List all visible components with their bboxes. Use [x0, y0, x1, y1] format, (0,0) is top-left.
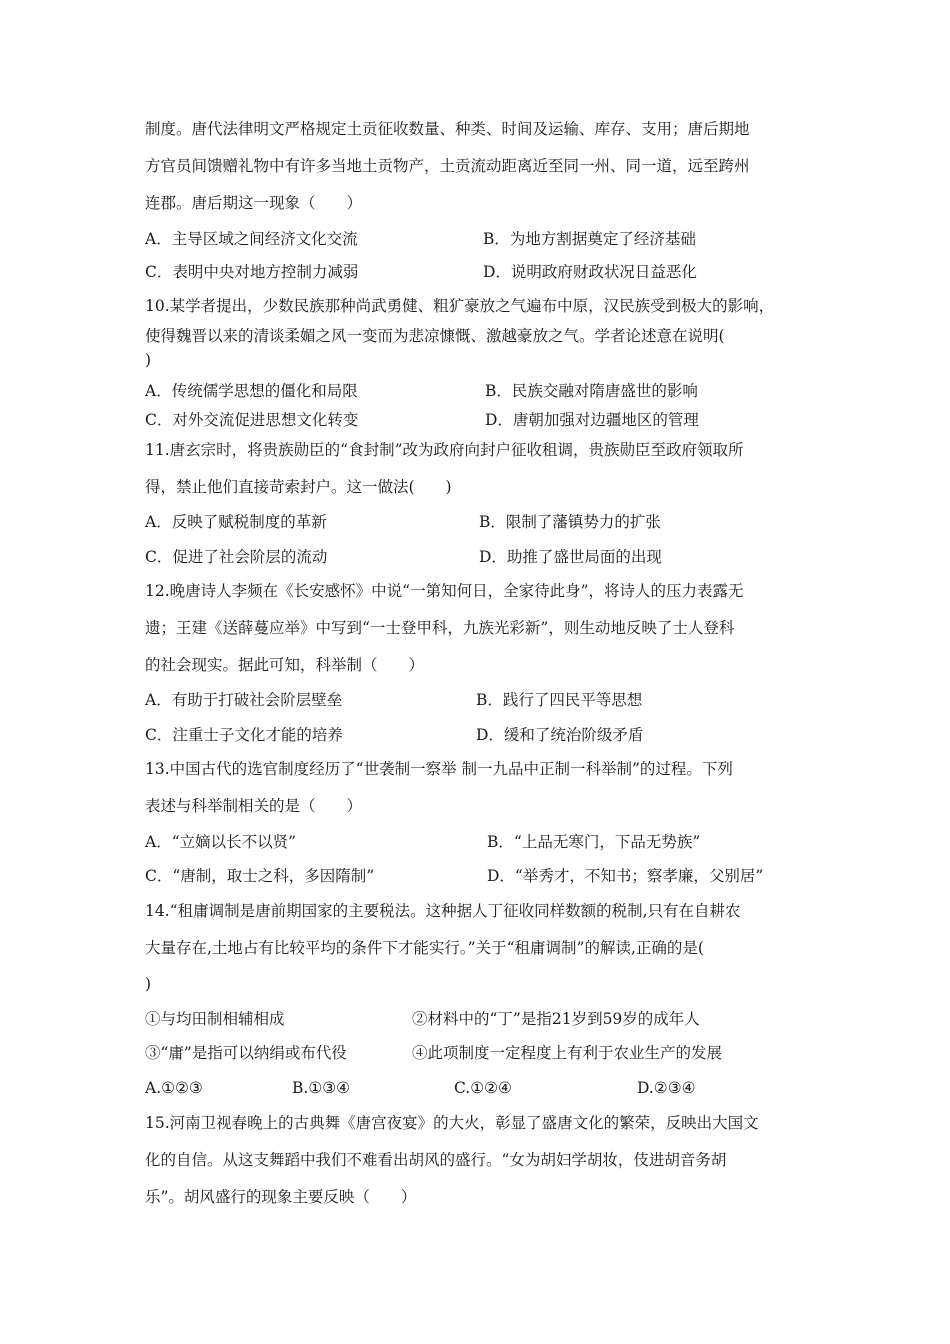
question-14-option-b: B.①③④	[292, 1079, 351, 1097]
question-13-line-2: 表述与科举制相关的是（ ）	[145, 797, 363, 815]
question-12-line-1: 12.晚唐诗人李频在《长安感怀》中说“一第知何日，全家待此身”，将诗人的压力表露无	[145, 582, 744, 600]
question-11-option-c: C．促进了社会阶层的流动	[145, 548, 328, 566]
question-13-line-1: 13.中国古代的选官制度经历了“世袭制一察举 制一九品中正制一科举制”的过程。下列	[145, 760, 733, 778]
question-9-option-a: A．主导区域之间经济文化交流	[145, 230, 358, 248]
question-10-option-b: B．民族交融对隋唐盛世的影响	[485, 382, 698, 400]
question-15-line-1: 15.河南卫视春晚上的古典舞《唐宫夜宴》的大火，彰显了盛唐文化的繁荣，反映出大国文	[145, 1114, 759, 1132]
question-11-option-b: B．限制了藩镇势力的扩张	[479, 513, 661, 531]
question-10-option-d: D．唐朝加强对边疆地区的管理	[485, 411, 699, 429]
question-9-option-c: C．表明中央对地方控制力减弱	[145, 263, 359, 281]
question-11-line-2: 得，禁止他们直接苛索封户。这一做法( )	[145, 478, 452, 496]
question-14-statement-4: ④此项制度一定程度上有利于农业生产的发展	[412, 1044, 723, 1062]
question-10-line-2: 使得魏晋以来的清谈柔媚之风一变而为悲凉慷慨、激越豪放之气。学者论述意在说明(	[145, 327, 725, 345]
question-14-line-1: 14.“租庸调制是唐前期国家的主要税法。这种据人丁征收同样数额的税制,只有在自耕农	[145, 902, 741, 920]
question-10-line-3: )	[145, 351, 152, 369]
question-12-line-3: 的社会现实。据此可知，科举制（ ）	[145, 656, 425, 674]
question-12-option-d: D．缓和了统治阶级矛盾	[476, 726, 644, 744]
question-13-option-c: C．“唐制，取士之科，多因隋制”	[145, 867, 375, 885]
question-13-option-a: A．“立嫡以长不以贤”	[145, 833, 297, 851]
question-15-line-2: 化的自信。从这支舞蹈中我们不难看出胡风的盛行。“女为胡妇学胡妆，伎进胡音务胡	[145, 1151, 727, 1169]
question-12-option-a: A．有助于打破社会阶层壁垒	[145, 691, 343, 709]
question-11-option-d: D．助推了盛世局面的出现	[479, 548, 662, 566]
question-10-option-c: C．对外交流促进思想文化转变	[145, 411, 359, 429]
question-11-line-1: 11.唐玄宗时，将贵族勋臣的“食封制”改为政府向封户征收租调，贵族勋臣至政府领取所	[145, 441, 744, 459]
question-12-line-2: 遗；王建《送薛蔓应举》中写到“一士登甲科，九族光彩新”，则生动地反映了士人登科	[145, 619, 735, 637]
question-10-option-a: A．传统儒学思想的僵化和局限	[145, 382, 358, 400]
question-9-line-2: 方官员间馈赠礼物中有许多当地土贡物产，土贡流动距离近至同一州、同一道，远至跨州	[145, 157, 750, 175]
question-14-option-d: D.②③④	[637, 1079, 696, 1097]
question-13-option-b: B．“上品无寒门，下品无势族”	[487, 833, 701, 851]
question-9-line-3: 连郡。唐后期这一现象（ ）	[145, 194, 363, 212]
question-12-option-c: C．注重士子文化才能的培养	[145, 726, 343, 744]
question-15-line-3: 乐”。胡风盛行的现象主要反映（ ）	[145, 1188, 417, 1206]
question-14-statement-1: ①与均田制相辅相成	[145, 1010, 285, 1028]
question-14-statement-2: ②材料中的“丁”是指21岁到59岁的成年人	[412, 1010, 700, 1028]
question-11-option-a: A．反映了赋税制度的革新	[145, 513, 327, 531]
question-14-line-3: )	[145, 975, 152, 993]
question-13-option-d: D．“举秀才，不知书；察孝廉，父别居”	[487, 867, 764, 885]
question-14-option-a: A.①②③	[145, 1079, 203, 1097]
question-9-option-d: D．说明政府财政状况日益恶化	[483, 263, 697, 281]
question-14-option-c: C.①②④	[454, 1079, 512, 1097]
question-12-option-b: B．践行了四民平等思想	[476, 691, 643, 709]
question-9-line-1: 制度。唐代法律明文严格规定土贡征收数量、种类、时间及运输、库存、支用；唐后期地	[145, 120, 750, 138]
question-10-line-1: 10.某学者提出，少数民族那种尚武勇健、粗犷豪放之气遍布中原，汉民族受到极大的影响，	[145, 297, 775, 315]
question-9-option-b: B．为地方割据奠定了经济基础	[483, 230, 696, 248]
question-14-statement-3: ③“庸”是指可以纳绢或布代役	[145, 1044, 347, 1062]
question-14-line-2: 大量存在,土地占有比较平均的条件下才能实行。”关于“租庸调制”的解读,正确的是(	[145, 939, 704, 957]
